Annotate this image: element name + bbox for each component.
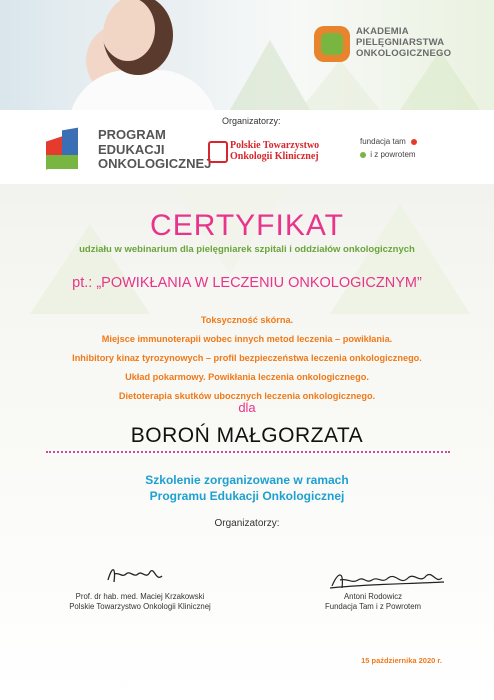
- ptok-line-2: Onkologii Klinicznej: [230, 151, 319, 162]
- topic-item: Miejsce immunoterapii wobec innych metod leczenia – powikłania.: [101, 334, 393, 344]
- academy-logo: [314, 22, 484, 74]
- program-line-2: Programu Edukacji Onkologicznej: [149, 489, 345, 503]
- ptok-logo: [230, 140, 319, 162]
- topic-item: Dietoterapia skutków ubocznych leczenia onkologicznego.: [118, 391, 376, 401]
- program-logo-line-1: PROGRAM: [98, 127, 166, 142]
- program-logo-line-2: EDUKACJI: [98, 141, 165, 157]
- tam-logo: [360, 135, 419, 161]
- recipient-name: BOROŃ MAŁGORZATA: [130, 424, 364, 447]
- certificate-title: CERTYFIKAT: [150, 209, 344, 242]
- ptok-line-1: Polskie Towarzystwo: [230, 140, 320, 151]
- organizers-logos: [0, 110, 494, 184]
- red-dot-icon: [411, 139, 417, 145]
- organizers-label-top: Organizatorzy:: [222, 116, 281, 126]
- signature-rodowicz: [326, 566, 446, 592]
- course-title: pt.: „POWIKŁANIA W LECZENIU ONKOLOGICZNYM”: [72, 275, 422, 291]
- certificate-subtitle: udziału w webinarium dla pielęgniarek szpitali i oddziałów onkologicznych: [79, 244, 415, 255]
- program-logo-line-3: ONKOLOGICZNEJ: [98, 156, 212, 171]
- signatory-1: [20, 592, 260, 612]
- tam-line-2: i z powrotem: [370, 150, 416, 159]
- nurse-photo: [18, 0, 228, 110]
- signatory-1-name: Prof. dr hab. med. Maciej Krzakowski: [75, 592, 205, 601]
- signatory-2-name: Antoni Rodowicz: [343, 592, 403, 601]
- signature-krzakowski: [104, 562, 166, 586]
- organizers-label: Organizatorzy:: [214, 518, 280, 529]
- dotted-divider: [46, 451, 450, 453]
- academy-icon: [314, 26, 350, 62]
- program-line-1: Szkolenie zorganizowane w ramach: [145, 473, 349, 487]
- program-statement: [0, 472, 494, 504]
- signatory-2-org: Fundacja Tam i z Powrotem: [324, 602, 422, 611]
- program-logo-text: [98, 128, 211, 172]
- books-icon: [40, 121, 90, 171]
- green-dot-icon: [360, 152, 366, 158]
- topic-item: Inhibitory kinaz tyrozynowych – profil bezpieczeństwa leczenia onkologicznego.: [72, 353, 422, 363]
- header-band: [0, 0, 494, 110]
- topic-item: Układ pokarmowy. Powikłania leczenia onkologicznego.: [125, 372, 369, 382]
- tam-line-1: fundacja tam: [360, 137, 406, 146]
- topics-list: [0, 311, 494, 406]
- ptok-icon: [208, 141, 228, 163]
- signatory-2: [278, 592, 468, 612]
- academy-line-3: ONKOLOGICZNEGO: [356, 48, 452, 59]
- signatory-1-org: Polskie Towarzystwo Onkologii Klinicznej: [69, 602, 211, 611]
- issue-date: 15 października 2020 r.: [361, 656, 442, 665]
- academy-line-1: AKADEMIA: [356, 26, 409, 37]
- academy-line-2: PIELĘGNIARSTWA: [356, 37, 445, 48]
- topic-item: Toksyczność skórna.: [200, 315, 294, 325]
- for-label: dla: [238, 400, 256, 415]
